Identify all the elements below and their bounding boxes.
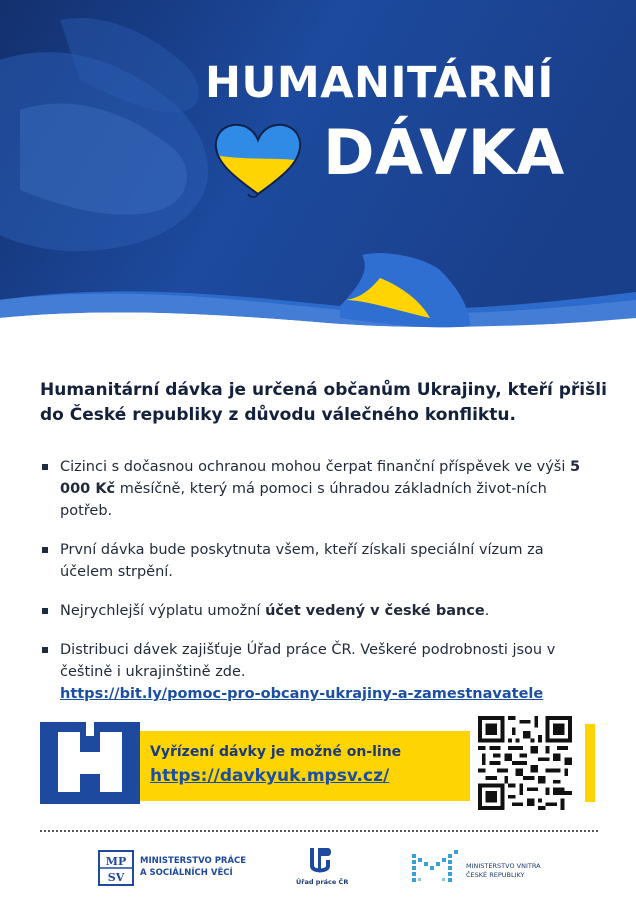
urad-prace-logo [308, 846, 332, 876]
list-item-text: . [484, 603, 490, 619]
mv-name: MINISTERSTVO VNITRA ČESKÉ REPUBLIKY [466, 862, 541, 879]
hand-icon [40, 722, 140, 804]
heart-icon [210, 118, 306, 200]
mv-logo [412, 848, 460, 888]
urad-prace-label: Úřad práce ČR [296, 878, 349, 886]
svg-text:SV: SV [107, 871, 125, 884]
title-line-2: DÁVKA [323, 116, 565, 189]
lead-paragraph: Humanitární dávka je určená občanům Ukrajiny, kteří přišli do České republiky z důvodu válečného konfliktu. [40, 380, 607, 425]
qr-code [478, 716, 572, 810]
amount-text: 5 000 Kč [60, 459, 581, 497]
list-item [40, 456, 600, 522]
list-item-text: Distribuci dávek zajišťuje Úřad práce ČR. Veškeré podrobnosti jsou v češtině i ukrajinštině zde. [60, 642, 556, 680]
mpsv-logo [98, 850, 134, 886]
info-list [40, 456, 600, 722]
yellow-accent [585, 724, 595, 802]
bank-account-text: účet vedený v české bance [265, 603, 485, 619]
info-link[interactable]: https://bit.ly/pomoc-pro-obcany-ukrajiny-a-zamestnavatele [60, 686, 544, 702]
bullet-square-icon [42, 464, 48, 470]
list-item-text: Nejrychlejší výplatu umožní [60, 603, 266, 619]
list-item [40, 539, 600, 583]
banner-title: Vyřízení dávky je možné on-line [150, 744, 402, 760]
list-item-text: První dávka bude poskytnuta všem, kteří získali speciální vízum za účelem strpění. [60, 542, 544, 580]
list-item-text: Cizinci s dočasnou ochranou mohou čerpat finanční příspěvek ve výši [60, 459, 570, 475]
bullet-square-icon [42, 647, 48, 653]
mpsv-name: MINISTERSTVO PRÁCE A SOCIÁLNÍCH VĚCÍ [140, 856, 247, 878]
svg-text:MP: MP [105, 855, 127, 868]
bullet-square-icon [42, 608, 48, 614]
online-link[interactable]: https://davkyuk.mpsv.cz/ [150, 766, 390, 786]
title-line-1: HUMANITÁRNÍ [205, 58, 554, 108]
bullet-square-icon [42, 547, 48, 553]
footer-divider [40, 830, 598, 832]
hero-banner [0, 0, 636, 330]
list-item [40, 639, 600, 705]
list-item-text: měsíčně, který má pomoci s úhradou základních život-ních potřeb. [60, 481, 547, 519]
list-item [40, 600, 600, 622]
